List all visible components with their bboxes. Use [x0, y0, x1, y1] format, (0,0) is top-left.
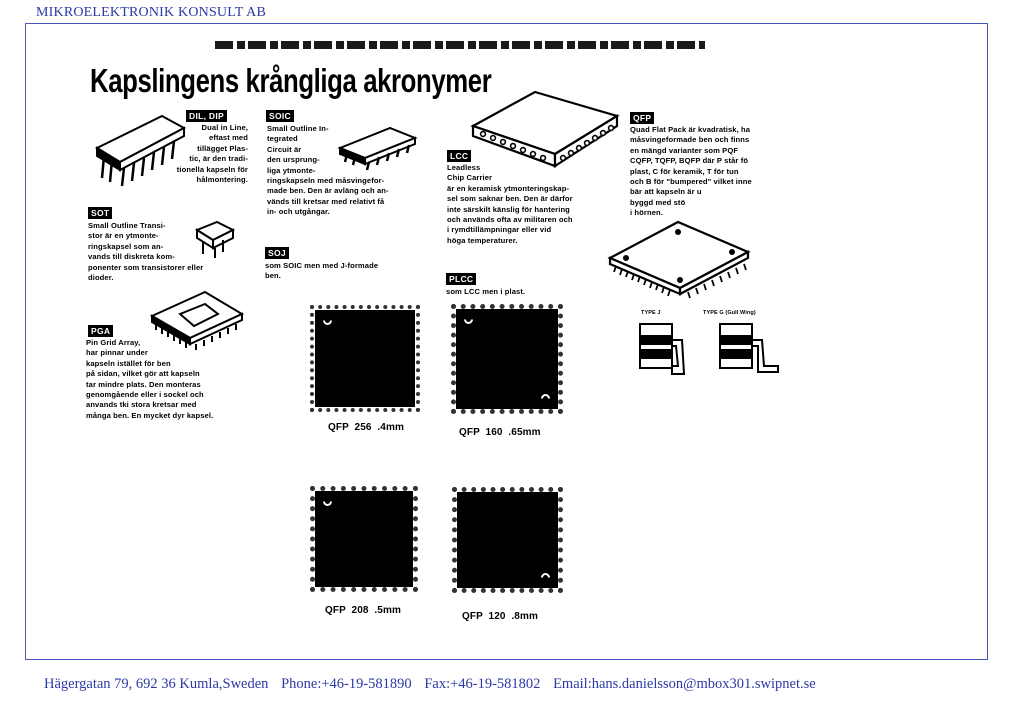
sot-description: Small Outline Transi- stor är en ytmonte- ringskapsel som an- vands till diskreta kom- ponenter som transistorer eller dioder. [88, 221, 204, 283]
footer-fax: Fax:+46-19-581802 [424, 676, 541, 692]
footer-address: Hägergatan 79, 692 36 Kumla,Sweden [44, 676, 269, 692]
qfp-120-photo [457, 492, 558, 588]
qfp-package-illustration [604, 212, 754, 307]
pga-description: Pin Grid Array, har pinnar under kapseln istället för ben på sidan, vilket gör att kapseln tar mindre plats. Den monteras genomgående eller i sockel och anvands tki stora kretsar med många ben. En mycket dyr kapsel. [86, 338, 214, 420]
lcc-package-illustration [465, 80, 625, 175]
qfp-208-caption: QFP 208 .5mm [325, 605, 401, 616]
qfp-160-caption: QFP 160 .65mm [459, 427, 541, 438]
qfp-description: Quad Flat Pack är kvadratisk, ha måsvingeformade ben och finns en mängd varianter som PQF CQFP, TQFP, BQFP där P står fö plast, C för keramik, T för tun och B för "bumpered" vilket inne bär att kapseln är u byggd med stö i hörnen. [630, 125, 752, 218]
soj-tag: SOJ [265, 247, 289, 259]
qfp-256-caption: QFP 256 .4mm [328, 422, 404, 433]
lcc-description: Leadless Chip Carrier är en keramisk ytmonteringskap- sel som saknar ben. Den är därfor inte särskilt känslig för hantering och används ofta av militaren och i rymdtillämpningar eller vid höga temperaturer. [447, 163, 573, 245]
type-j-label: TYPE J [641, 310, 661, 316]
footer-phone: Phone:+46-19-581890 [281, 676, 412, 692]
plcc-description: som LCC men i plast. [446, 287, 526, 296]
footer-email: Email:hans.danielsson@mbox301.swipnet.se [553, 676, 816, 692]
contact-footer [44, 676, 825, 693]
soic-package-illustration [335, 124, 420, 174]
qfp-256-photo [315, 310, 415, 407]
qfp-160-photo [456, 309, 558, 409]
lead-type-illustration [638, 320, 788, 380]
dil-description: Dual in Line, eftast med tillägget Plas- tic, är den tradi- tionella kapseln för hålmontering. [176, 123, 248, 185]
soj-description: som SOIC men med J-formade ben. [265, 261, 379, 281]
qfp-208-photo [315, 491, 413, 587]
company-name: MIKROELEKTRONIK KONSULT AB [36, 5, 266, 20]
soic-tag: SOIC [266, 110, 294, 122]
plcc-tag: PLCC [446, 273, 476, 285]
qfp-120-caption: QFP 120 .8mm [462, 611, 538, 622]
sot-package-illustration [193, 218, 238, 260]
dil-tag: DIL, DIP [186, 110, 227, 122]
type-g-label: TYPE G (Gull Wing) [703, 310, 756, 316]
article-title: Kapslingens krångliga akronymer [90, 62, 492, 99]
soic-description: Small Outline In- tegrated Circuit är den ursprung- liga ytmonte- ringskapseln med måsvingefor- made ben. Den är avläng och an- vänds till kretsar med relativt få in- och utgångar. [267, 124, 389, 217]
lcc-tag: LCC [447, 150, 471, 162]
qfp-tag: QFP [630, 112, 654, 124]
torn-headline-strip [215, 41, 705, 50]
pga-tag: PGA [88, 325, 113, 337]
sot-tag: SOT [88, 207, 112, 219]
